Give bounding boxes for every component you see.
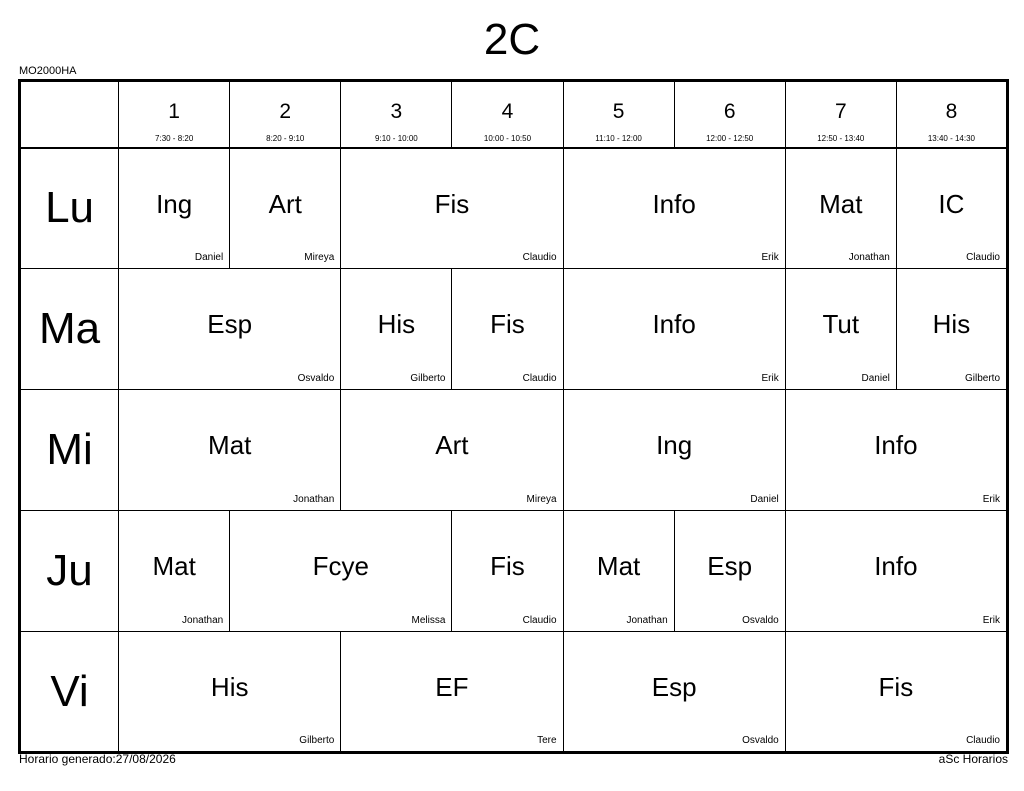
lesson-cell xyxy=(563,148,785,269)
lesson-teacher: Melissa xyxy=(411,615,446,626)
lesson-cell xyxy=(896,269,1007,390)
day-label: Ju xyxy=(20,511,119,632)
lesson-subject: Fis xyxy=(878,672,914,702)
lesson-teacher: Jonathan xyxy=(626,615,668,626)
lesson-cell xyxy=(563,511,674,632)
lesson-subject: Mat xyxy=(596,551,641,581)
lesson-subject: Fis xyxy=(490,551,525,581)
lesson-cell xyxy=(563,390,785,511)
period-time: 13:40 - 14:30 xyxy=(927,134,975,143)
lesson-subject: Esp xyxy=(207,309,253,339)
lesson-cell xyxy=(785,269,896,390)
lesson-subject: Esp xyxy=(707,551,753,581)
period-header-6 xyxy=(674,81,785,148)
lesson-subject: His xyxy=(932,309,971,339)
lesson-teacher: Claudio xyxy=(522,615,557,626)
lesson-subject: Ing xyxy=(156,188,193,219)
period-time: 8:20 - 9:10 xyxy=(266,134,305,143)
lesson-teacher: Daniel xyxy=(194,252,224,263)
lesson-subject: Art xyxy=(435,430,469,460)
lesson-cell xyxy=(341,632,563,753)
day-row-mi xyxy=(20,390,1008,511)
lesson-teacher: Daniel xyxy=(861,373,890,384)
lesson-teacher: Claudio xyxy=(966,735,1000,746)
period-header-1 xyxy=(119,81,230,148)
generated-date-footer: Horario generado:27/08/2026 xyxy=(19,752,176,766)
lesson-subject: EF xyxy=(435,672,469,702)
lesson-teacher: Claudio xyxy=(966,252,1000,263)
lesson-teacher: Jonathan xyxy=(293,494,335,505)
lesson-subject: His xyxy=(377,309,416,339)
lesson-teacher: Erik xyxy=(761,252,779,263)
lesson-subject: Ing xyxy=(656,430,693,460)
lesson-cell xyxy=(341,269,452,390)
day-label: Lu xyxy=(20,148,119,269)
lesson-subject: Fis xyxy=(490,309,525,339)
lesson-subject: Esp xyxy=(651,672,697,702)
lesson-teacher: Gilberto xyxy=(964,373,1000,384)
period-header-4 xyxy=(452,81,563,148)
period-number: 1 xyxy=(168,100,180,123)
lesson-cell xyxy=(785,390,1007,511)
lesson-cell xyxy=(785,511,1007,632)
lesson-teacher: Erik xyxy=(761,373,779,384)
lesson-teacher: Claudio xyxy=(522,373,557,384)
lesson-subject: Art xyxy=(268,188,302,219)
lesson-teacher: Jonathan xyxy=(848,252,890,263)
period-time: 12:00 - 12:50 xyxy=(706,134,754,143)
lesson-cell xyxy=(230,148,341,269)
lesson-cell xyxy=(119,148,230,269)
period-number: 4 xyxy=(501,100,514,123)
page-title: 2C xyxy=(483,15,541,64)
lesson-teacher: Gilberto xyxy=(299,735,335,746)
lesson-cell xyxy=(563,632,785,753)
lesson-teacher: Gilberto xyxy=(410,373,446,384)
period-time: 11:10 - 12:00 xyxy=(595,134,642,143)
lesson-subject: Info xyxy=(874,430,918,460)
period-header-3 xyxy=(341,81,452,148)
lesson-teacher: Mireya xyxy=(304,252,335,263)
period-time: 7:30 - 8:20 xyxy=(155,134,194,143)
day-row-ma xyxy=(20,269,1008,390)
lesson-cell xyxy=(452,511,563,632)
period-number: 6 xyxy=(723,100,736,123)
lesson-subject: Fis xyxy=(434,188,470,219)
day-label: Vi xyxy=(20,632,119,753)
lesson-subject: His xyxy=(210,672,249,702)
lesson-cell xyxy=(896,148,1007,269)
period-number: 2 xyxy=(279,100,292,123)
period-number: 3 xyxy=(390,100,403,123)
lesson-cell xyxy=(119,269,341,390)
lesson-subject: Info xyxy=(874,551,918,581)
period-number: 5 xyxy=(612,100,625,123)
day-row-lu xyxy=(20,148,1008,269)
period-number: 7 xyxy=(834,100,847,123)
period-header-2 xyxy=(230,81,341,148)
lesson-teacher: Osvaldo xyxy=(742,735,779,746)
lesson-teacher: Mireya xyxy=(526,494,557,505)
lesson-teacher: Osvaldo xyxy=(297,373,335,384)
period-header-5 xyxy=(563,81,674,148)
lesson-teacher: Osvaldo xyxy=(742,615,779,626)
period-header-row xyxy=(20,81,1008,148)
lesson-cell xyxy=(119,511,230,632)
period-time: 12:50 - 13:40 xyxy=(817,134,865,143)
lesson-teacher: Tere xyxy=(537,735,557,746)
day-label: Ma xyxy=(20,269,119,390)
lesson-subject: Mat xyxy=(819,188,863,219)
period-number: 8 xyxy=(945,100,958,123)
lesson-subject: Mat xyxy=(208,430,252,460)
day-row-vi xyxy=(20,632,1008,753)
lesson-subject: Mat xyxy=(152,551,196,581)
lesson-cell xyxy=(563,269,785,390)
lesson-teacher: Jonathan xyxy=(182,615,224,626)
day-row-ju xyxy=(20,511,1008,632)
lesson-cell xyxy=(785,148,896,269)
lesson-cell xyxy=(341,390,563,511)
period-header-7 xyxy=(785,81,896,148)
lesson-teacher: Claudio xyxy=(522,252,557,263)
corner-cell xyxy=(20,81,119,148)
period-time: 10:00 - 10:50 xyxy=(483,134,532,143)
lesson-cell xyxy=(119,390,341,511)
period-header-8 xyxy=(896,81,1007,148)
lesson-cell xyxy=(674,511,785,632)
lesson-cell xyxy=(341,148,563,269)
lesson-subject: Fcye xyxy=(312,551,369,581)
lesson-cell xyxy=(230,511,452,632)
period-time: 9:10 - 10:00 xyxy=(375,134,418,143)
lesson-subject: Info xyxy=(652,309,696,339)
lesson-cell xyxy=(785,632,1007,753)
lesson-cell xyxy=(119,632,341,753)
lesson-subject: Info xyxy=(652,188,696,219)
software-credit-footer: aSc Horarios xyxy=(938,752,1008,766)
lesson-teacher: Erik xyxy=(982,494,1000,505)
lesson-subject: IC xyxy=(938,188,965,219)
lesson-cell xyxy=(452,269,563,390)
lesson-teacher: Daniel xyxy=(750,494,779,505)
schedule-code: MO2000HA xyxy=(19,65,77,77)
timetable-grid xyxy=(18,79,1009,754)
lesson-teacher: Erik xyxy=(982,615,1000,626)
lesson-subject: Tut xyxy=(822,309,860,339)
day-label: Mi xyxy=(20,390,119,511)
